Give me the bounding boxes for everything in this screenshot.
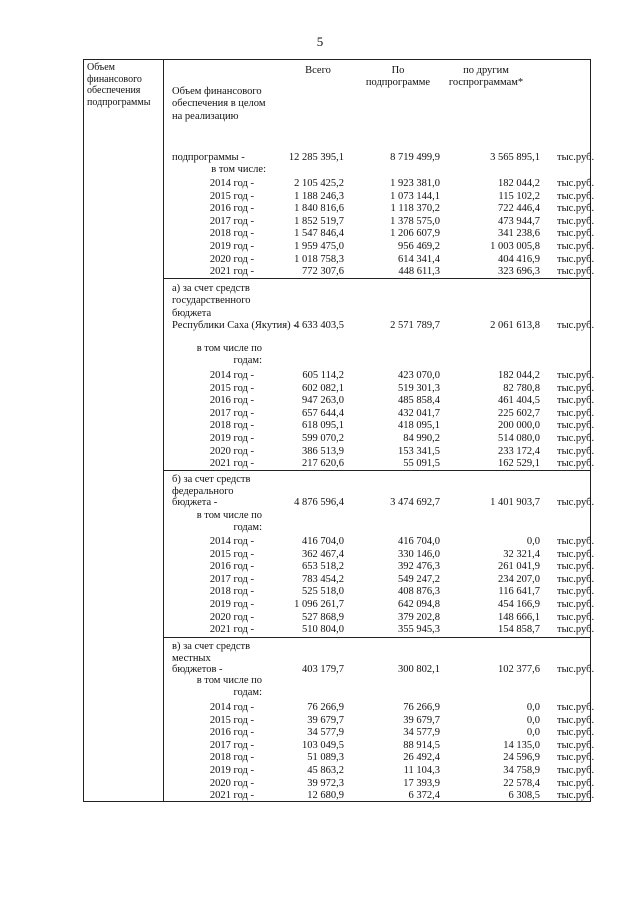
other-programs-value: 0,0 [526,536,540,547]
total-value: 4 876 596,4 [294,497,344,508]
year-label: 2019 год - [209,599,254,610]
unit-label: тыс.руб. [557,395,595,407]
year-row [168,419,595,432]
year-row [168,265,595,278]
subprogram-value: 2 571 789,7 [390,320,440,331]
year-row [168,240,595,253]
unit-label: тыс.руб. [557,382,595,394]
unit-label: тыс.руб. [557,536,595,547]
unit-label: тыс.руб. [557,599,595,610]
unit-label: тыс.руб. [557,320,595,331]
year-row [168,573,595,586]
year-label: 2019 год - [209,433,254,444]
total-value: 1 852 519,7 [294,215,344,227]
including-label: в том числе: [211,164,266,175]
year-label: 2019 год - [209,765,254,776]
year-row [168,177,595,190]
unit-label: тыс.руб. [557,624,595,636]
subprogram-value: 88 914,5 [403,739,440,751]
year-row [168,190,595,203]
subprogram-value: 485 858,4 [398,395,440,407]
section-title: Объем финансового обеспечения в целом на реализацию [172,86,266,122]
subprogram-value: 448 611,3 [398,266,440,278]
other-programs-value: 473 944,7 [498,215,540,227]
other-programs-value: 3 565 895,1 [490,152,540,163]
year-label: 2021 год - [209,458,254,470]
subprogram-value: 355 945,3 [398,624,440,636]
year-label: 2021 год - [209,266,254,278]
year-row [168,764,595,777]
year-row [168,535,595,548]
total-value: 783 454,2 [302,573,344,585]
other-programs-value: 461 404,5 [498,395,540,407]
subprogram-value: 300 802,1 [398,664,440,675]
year-row [168,585,595,598]
section-total-row [168,319,595,332]
other-programs-value: 22 578,4 [503,777,540,789]
total-value: 76 266,9 [307,702,344,713]
including-label: в том числе по годам: [196,675,262,699]
year-row [168,598,595,611]
unit-label: тыс.руб. [557,714,595,726]
unit-label: тыс.руб. [557,752,595,764]
unit-label: тыс.руб. [557,253,595,265]
total-value: 12 680,9 [307,790,344,802]
subprogram-value: 1 118 370,2 [390,203,440,215]
unit-label: тыс.руб. [557,727,595,739]
year-label: 2015 год - [209,714,254,726]
year-label: 2020 год - [209,611,254,623]
year-row [168,739,595,752]
subprogram-value: 11 104,3 [403,765,440,776]
unit-label: тыс.руб. [557,739,595,751]
year-label: 2020 год - [209,445,254,457]
total-value: 39 972,3 [307,777,344,789]
subprogram-value: 956 469,2 [398,241,440,252]
year-label: 2018 год - [209,586,254,598]
unit-label: тыс.руб. [557,228,595,240]
other-programs-value: 1 003 005,8 [490,241,540,252]
other-programs-value: 154 858,7 [498,624,540,636]
table-border-left [83,59,84,802]
unit-label: тыс.руб. [557,586,595,598]
other-programs-value: 24 596,9 [503,752,540,764]
other-programs-value: 2 061 613,8 [490,320,540,331]
other-programs-value: 234 207,0 [498,573,540,585]
unit-label: тыс.руб. [557,152,595,163]
total-value: 1 096 261,7 [294,599,344,610]
year-label: 2014 год - [209,178,254,189]
total-value: 4 633 403,5 [294,320,344,331]
subprogram-value: 3 474 692,7 [390,497,440,508]
subprogram-value: 408 876,3 [398,586,440,598]
year-label: 2016 год - [209,203,254,215]
unit-label: тыс.руб. [557,777,595,789]
unit-label: тыс.руб. [557,790,595,802]
section-total-label: подпрограммы - [172,152,245,163]
subprogram-value: 642 094,8 [398,599,440,610]
total-value: 416 704,0 [302,536,344,547]
unit-label: тыс.руб. [557,445,595,457]
year-label: 2014 год - [209,702,254,713]
year-row [168,548,595,561]
other-programs-value: 225 602,7 [498,407,540,419]
year-label: 2018 год - [209,420,254,432]
total-value: 653 518,2 [302,561,344,573]
year-label: 2020 год - [209,253,254,265]
other-programs-value: 323 696,3 [498,266,540,278]
year-row [168,227,595,240]
page-number: 5 [316,34,324,49]
other-programs-value: 14 135,0 [503,739,540,751]
year-row [168,560,595,573]
unit-label: тыс.руб. [557,215,595,227]
subprogram-value: 1 206 607,9 [390,228,440,240]
unit-label: тыс.руб. [557,190,595,202]
other-programs-value: 233 172,4 [498,445,540,457]
total-value: 103 049,5 [302,739,344,751]
unit-label: тыс.руб. [557,458,595,470]
unit-label: тыс.руб. [557,266,595,278]
other-programs-value: 261 041,9 [498,561,540,573]
year-row [168,215,595,228]
subprogram-value: 519 301,3 [398,382,440,394]
subprogram-value: 1 923 381,0 [390,178,440,189]
year-row [168,777,595,790]
year-label: 2018 год - [209,228,254,240]
subprogram-value: 614 341,4 [398,253,440,265]
other-programs-value: 115 102,2 [498,190,540,202]
year-label: 2017 год - [209,215,254,227]
year-row [168,445,595,458]
year-row [168,623,595,636]
unit-label: тыс.руб. [557,765,595,776]
total-value: 1 840 816,6 [294,203,344,215]
section-title: а) за счет средств государственного бюджета [172,283,251,319]
total-value: 605 114,2 [302,370,344,381]
unit-label: тыс.руб. [557,370,595,381]
total-value: 947 263,0 [302,395,344,407]
total-value: 510 804,0 [302,624,344,636]
year-label: 2017 год - [209,739,254,751]
total-value: 1 959 475,0 [294,241,344,252]
unit-label: тыс.руб. [557,433,595,444]
year-label: 2017 год - [209,573,254,585]
total-value: 386 513,9 [302,445,344,457]
year-row [168,457,595,470]
section-divider [163,637,591,638]
subprogram-value: 549 247,2 [398,573,440,585]
year-label: 2018 год - [209,752,254,764]
year-label: 2019 год - [209,241,254,252]
total-value: 362 467,4 [302,548,344,560]
other-programs-value: 82 780,8 [503,382,540,394]
unit-label: тыс.руб. [557,203,595,215]
total-value: 34 577,9 [307,727,344,739]
unit-label: тыс.руб. [557,497,595,508]
other-programs-value: 514 080,0 [498,433,540,444]
subprogram-value: 55 091,5 [403,458,440,470]
table-border-top [83,59,591,60]
unit-label: тыс.руб. [557,241,595,252]
subprogram-value: 330 146,0 [398,548,440,560]
header-total: Всего [305,65,331,76]
unit-label: тыс.руб. [557,561,595,573]
year-label: 2020 год - [209,777,254,789]
unit-label: тыс.руб. [557,407,595,419]
header-subprogram: По подпрограмме [365,65,431,88]
year-row [168,789,595,802]
total-value: 657 644,4 [302,407,344,419]
total-value: 45 863,2 [307,765,344,776]
year-label: 2021 год - [209,790,254,802]
year-label: 2015 год - [209,382,254,394]
total-value: 772 307,6 [302,266,344,278]
other-programs-value: 404 416,9 [498,253,540,265]
other-programs-value: 200 000,0 [498,420,540,432]
other-programs-value: 1 401 903,7 [490,497,540,508]
year-label: 2016 год - [209,395,254,407]
row-label-financing-volume: Объем финансового обеспечения подпрограммы [87,62,151,108]
subprogram-value: 379 202,8 [398,611,440,623]
other-programs-value: 182 044,2 [498,178,540,189]
year-row [168,714,595,727]
section-total-row [168,151,595,164]
subprogram-value: 6 372,4 [408,790,440,802]
other-programs-value: 102 377,6 [498,664,540,675]
other-programs-value: 116 641,7 [498,586,540,598]
subprogram-value: 26 492,4 [403,752,440,764]
other-programs-value: 341 238,6 [498,228,540,240]
subprogram-value: 34 577,9 [403,727,440,739]
year-row [168,253,595,266]
unit-label: тыс.руб. [557,573,595,585]
subprogram-value: 39 679,7 [403,714,440,726]
year-row [168,432,595,445]
other-programs-value: 454 166,9 [498,599,540,610]
year-row [168,394,595,407]
year-row [168,202,595,215]
year-label: 2017 год - [209,407,254,419]
year-label: 2014 год - [209,536,254,547]
total-value: 599 070,2 [302,433,344,444]
subprogram-value: 432 041,7 [398,407,440,419]
subprogram-value: 76 266,9 [403,702,440,713]
including-label: в том числе по годам: [196,343,262,367]
unit-label: тыс.руб. [557,702,595,713]
total-value: 525 518,0 [302,586,344,598]
year-row [168,701,595,714]
other-programs-value: 0,0 [526,727,540,739]
subprogram-value: 1 378 575,0 [390,215,440,227]
total-value: 12 285 395,1 [288,152,344,163]
year-row [168,611,595,624]
year-label: 2016 год - [209,561,254,573]
subprogram-value: 418 095,1 [398,420,440,432]
subprogram-value: 84 990,2 [403,433,440,444]
subprogram-value: 153 341,5 [398,445,440,457]
total-value: 1 547 846,4 [294,228,344,240]
section-total-label: бюджета - [172,497,218,508]
section-total-label: Республики Саха (Якутия) - [172,320,297,331]
subprogram-value: 416 704,0 [398,536,440,547]
year-label: 2015 год - [209,548,254,560]
subprogram-value: 17 393,9 [403,777,440,789]
total-value: 403 179,7 [302,664,344,675]
subprogram-value: 8 719 499,9 [390,152,440,163]
section-title: в) за счет средств местных [172,641,251,665]
unit-label: тыс.руб. [557,178,595,189]
total-value: 1 018 758,3 [294,253,344,265]
year-row [168,751,595,764]
section-title: б) за счет средств федерального [172,474,251,498]
header-other-programs: по другим госпрограммам* [448,65,524,88]
year-label: 2014 год - [209,370,254,381]
unit-label: тыс.руб. [557,548,595,560]
total-value: 618 095,1 [302,420,344,432]
subprogram-value: 392 476,3 [398,561,440,573]
total-value: 1 188 246,3 [294,190,344,202]
total-value: 39 679,7 [307,714,344,726]
year-row [168,726,595,739]
total-value: 602 082,1 [302,382,344,394]
year-label: 2021 год - [209,624,254,636]
table-column-divider [163,59,164,802]
including-label: в том числе по годам: [196,510,262,534]
other-programs-value: 148 666,1 [498,611,540,623]
other-programs-value: 162 529,1 [498,458,540,470]
total-value: 527 868,9 [302,611,344,623]
other-programs-value: 0,0 [526,714,540,726]
total-value: 217 620,6 [302,458,344,470]
year-row [168,369,595,382]
other-programs-value: 722 446,4 [498,203,540,215]
total-value: 51 089,3 [307,752,344,764]
subprogram-value: 1 073 144,1 [390,190,440,202]
other-programs-value: 182 044,2 [498,370,540,381]
unit-label: тыс.руб. [557,664,595,675]
unit-label: тыс.руб. [557,611,595,623]
unit-label: тыс.руб. [557,420,595,432]
year-row [168,407,595,420]
section-total-label: бюджетов - [172,664,223,675]
subprogram-value: 423 070,0 [398,370,440,381]
year-row [168,382,595,395]
other-programs-value: 0,0 [526,702,540,713]
other-programs-value: 32 321,4 [503,548,540,560]
year-label: 2015 год - [209,190,254,202]
section-total-row [168,496,595,509]
year-label: 2016 год - [209,727,254,739]
other-programs-value: 34 758,9 [503,765,540,776]
other-programs-value: 6 308,5 [508,790,540,802]
total-value: 2 105 425,2 [294,178,344,189]
